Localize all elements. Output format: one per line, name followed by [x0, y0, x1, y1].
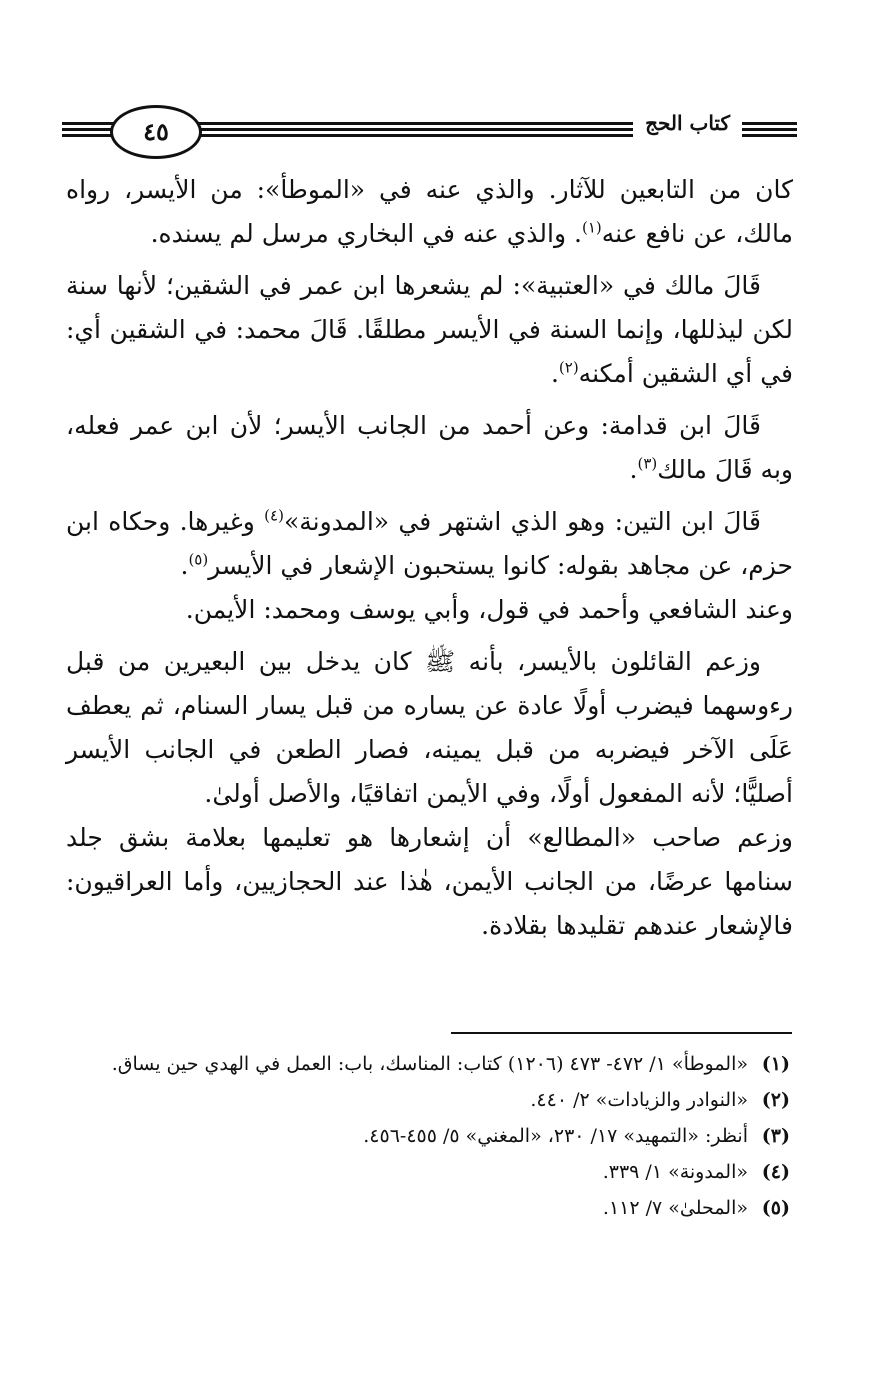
- paragraph: وزعم القائلون بالأيسر، بأنه ﷺ كان يدخل بين البعيرين من قبل رءوسهما فيضرب أولًا عادة عن يساره من قبل يسار السنام، ثم يعطف عَلَى الآخر فيضربه من قبل يمينه، فصار الطعن في الجانب الأيسر أصليًّا؛ لأنه المفعول أولًا، وفي الأيمن اتفاقيًا، والأصل أولىٰ.: [66, 647, 794, 808]
- footnote-number: (٣): [761, 1125, 790, 1147]
- footnote-ref[interactable]: (٣): [637, 454, 658, 473]
- paragraph-text: قَالَ ابن قدامة: وعن أحمد من الجانب الأيسر؛ لأن ابن عمر فعله، وبه قَالَ مالك: [66, 411, 793, 484]
- footnote-ref[interactable]: (٢): [558, 358, 579, 377]
- footnote-ref[interactable]: (٥): [188, 550, 209, 569]
- page-header: [62, 100, 797, 160]
- paragraph-text: قَالَ ابن التين: وهو الذي اشتهر في «المدونة»: [283, 507, 762, 536]
- footnote-number: (١): [761, 1053, 790, 1075]
- paragraph: [66, 404, 793, 492]
- footnote-item: [70, 1046, 790, 1082]
- book-title: كتاب الحج: [633, 108, 742, 138]
- main-text: [66, 168, 793, 948]
- footnote-item: [70, 1118, 790, 1154]
- footnote-item: [70, 1154, 790, 1190]
- paragraph-text: وغيرها. وحكاه ابن حزم، عن مجاهد بقوله: كانوا يستحبون الإشعار في الأيسر: [66, 507, 793, 580]
- footnote-text: «المدونة» ١/ ٣٣٩.: [602, 1161, 748, 1183]
- footnote-ref[interactable]: (١): [581, 218, 602, 237]
- footnote-number: (٥): [761, 1197, 790, 1219]
- footnote-number: (٢): [761, 1089, 790, 1111]
- paragraph: وزعم صاحب «المطالع» أن إشعارها هو تعليمها بعلامة بشق جلد سنامها عرضًا، من الجانب الأيمن، هٰذا عند الحجازيين، وأما العراقيون: فالإشعار عندهم تقليدها بقلادة.: [66, 823, 793, 940]
- footnote-text: «النوادر والزيادات» ٢/ ٤٤٠.: [530, 1089, 748, 1111]
- paragraph-text: قَالَ مالك في «العتبية»: لم يشعرها ابن عمر في الشقين؛ لأنها سنة لكن ليذللها، وإنما السنة في الأيسر مطلقًا. قَالَ محمد: في الشقين أي: في أي الشقين أمكنه: [66, 271, 793, 388]
- footnote-separator: [451, 1032, 792, 1034]
- paragraph-text: .: [629, 455, 638, 484]
- footnote-number: (٤): [761, 1161, 790, 1183]
- footnote-text: «الموطأ» ١/ ٤٧٢- ٤٧٣ (١٢٠٦) كتاب: المناسك، باب: العمل في الهدي حين يساق.: [111, 1053, 748, 1075]
- footnote-item: [70, 1190, 790, 1226]
- paragraph: وعند الشافعي وأحمد في قول، وأبي يوسف ومحمد: الأيمن.: [185, 595, 793, 624]
- paragraph-text: .: [550, 359, 559, 388]
- footnote-text: أنظر: «التمهيد» ١٧/ ٢٣٠، «المغني» ٥/ ٤٥٥-٤٥٦.: [363, 1125, 748, 1147]
- page-number: ٤٥: [110, 105, 202, 159]
- paragraph-text: كان من التابعين للآثار. والذي عنه في «الموطأ»: من الأيسر، رواه مالك، عن نافع عنه: [66, 175, 793, 248]
- paragraph: [66, 264, 793, 396]
- header-ornament: [749, 122, 797, 137]
- paragraph-text: . والذي عنه في البخاري مرسل لم يسنده.: [150, 219, 582, 248]
- paragraph-text: .: [180, 551, 189, 580]
- footnote-item: [70, 1082, 790, 1118]
- paragraph: [66, 168, 793, 256]
- footnote-text: «المحلىٰ» ٧/ ١١٢.: [602, 1197, 748, 1219]
- footnotes: [70, 1046, 790, 1226]
- footnote-ref[interactable]: (٤): [264, 506, 284, 525]
- paragraph: [66, 500, 793, 588]
